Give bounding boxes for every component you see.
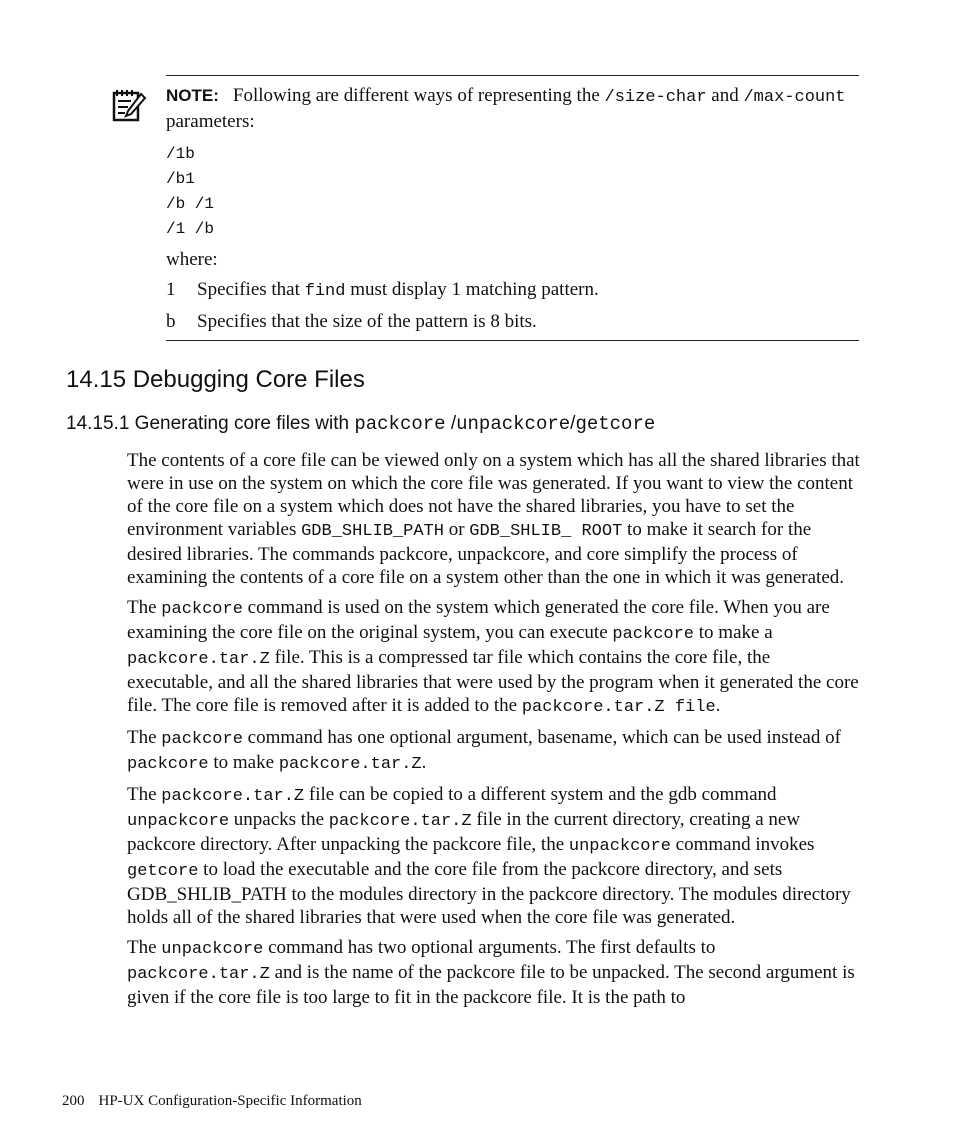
code-line: /1 /b — [166, 220, 215, 238]
section-title: 14.15 Debugging Core Files — [66, 366, 365, 393]
paragraph: The packcore.tar.Z file can be copied to a different system and the gdb command unpackcore unpacks the packcore.tar.Z file in the current directory, creating a new packcore directory. After unpacking the packcore file, the unpackcore command invokes getcore to load the executable and the core file from the packcore directory, and sets GDB_SHLIB_PATH to the modules directory in the packcore directory. The modules directory holds all of the shared libraries that were used when the core file was generated. — [127, 784, 851, 928]
code-line: /1b — [166, 145, 195, 163]
note-top-rule — [166, 75, 859, 76]
code-line: /b1 — [166, 170, 195, 188]
page-footer — [62, 1093, 362, 1110]
paragraph: The packcore command is used on the system which generated the core file. When you are examining the core file on the original system, you can execute packcore to make a packcore.tar.Z file. This is a compressed tar file which contains the core file, the executable, and all the shared libraries that were used by the program when it generated the core file. The core file is removed after it is added to the packcore.tar.Z file. — [127, 597, 859, 717]
note-bottom-rule — [166, 340, 859, 341]
note-where: where: — [166, 249, 218, 270]
definition-term: b — [166, 311, 176, 332]
footer-title: HP-UX Configuration-Specific Information — [98, 1093, 362, 1109]
page-number: 200 — [62, 1093, 85, 1109]
code-line: /b /1 — [166, 195, 215, 213]
definition-text: Specifies that the size of the pattern is 8 bits. — [197, 311, 537, 332]
note-label: NOTE: — [166, 86, 219, 105]
note-code-lines — [166, 142, 859, 242]
definition-term: 1 — [166, 279, 176, 300]
body-text — [127, 449, 860, 1016]
note-body — [166, 84, 859, 334]
note-pencil-icon — [111, 87, 147, 123]
paragraph: The packcore command has one optional argument, basename, which can be used instead of packcore to make packcore.tar.Z. — [127, 727, 841, 774]
definition-text: Specifies that find must display 1 matching pattern. — [197, 279, 599, 301]
note-intro: NOTE: Following are different ways of representing the /size-char and /max-count parameters: — [166, 85, 846, 132]
definition-item — [166, 278, 859, 304]
definition-item — [166, 310, 859, 334]
paragraph: The contents of a core file can be viewed only on a system which has all the shared libraries that were in use on the system on which the core file was generated. If you want to view the content of the core file on a system which does not have the shared libraries, you have to set the environment variables GDB_SHLIB_PATH or GDB_SHLIB_ ROOT to make it search for the desired libraries. The commands packcore, unpackcore, and core simplify the process of examining the contents of a core file on a system other than the one in which it was generated. — [127, 450, 860, 588]
paragraph: The unpackcore command has two optional arguments. The first defaults to packcore.tar.Z and is the name of the packcore file to be unpacked. The second argument is given if the core file is too large to fit in the packcore file. It is the path to — [127, 937, 855, 1008]
subsection-title: 14.15.1 Generating core files with packcore /unpackcore/getcore — [66, 413, 656, 435]
